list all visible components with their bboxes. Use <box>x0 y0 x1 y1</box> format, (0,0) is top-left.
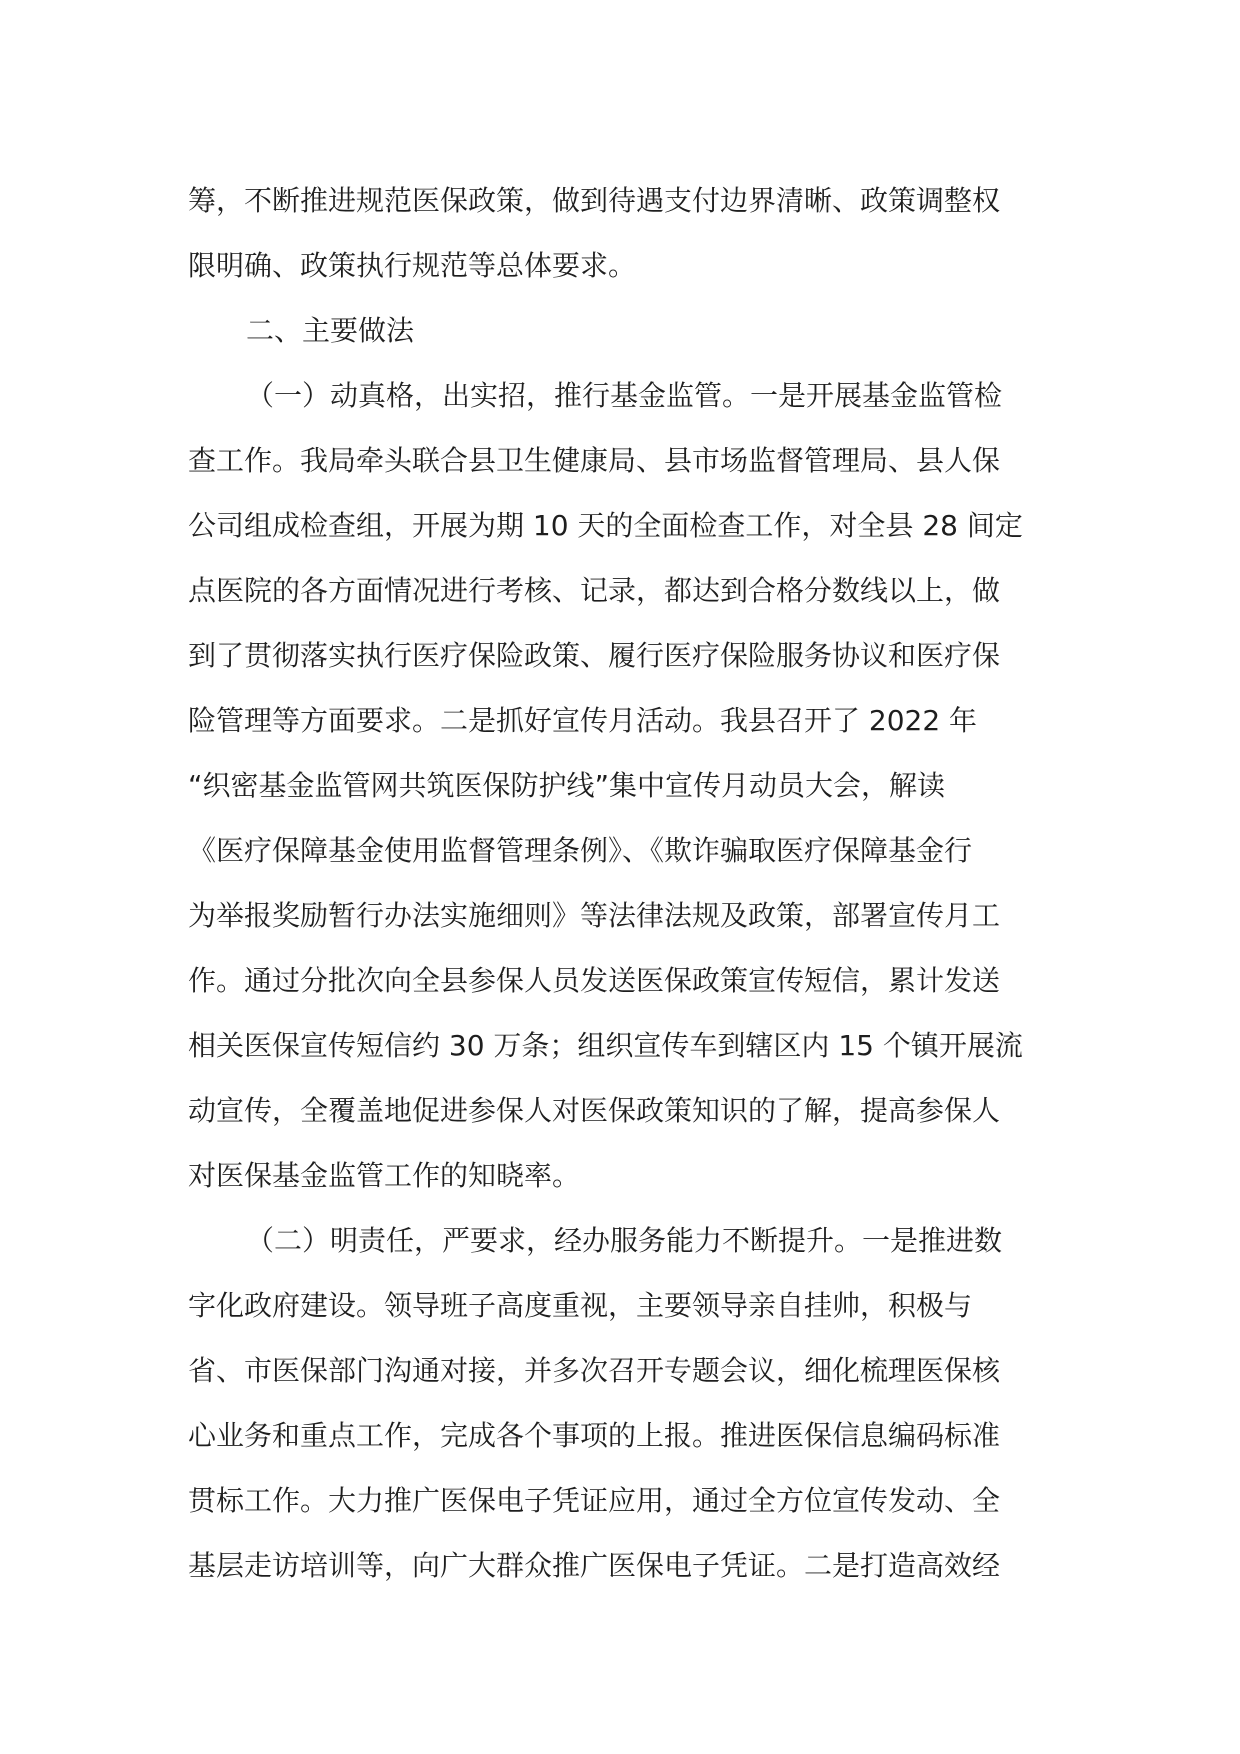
text-line: 《医疗保障基金使用监督管理条例》、《欺诈骗取医疗保障基金行 <box>188 834 973 867</box>
text-line: 贯标工作。大力推广医保电子凭证应用，通过全方位宣传发动、全 <box>188 1484 1001 1517</box>
text-line: 到了贯彻落实执行医疗保险政策、履行医疗保险服务协议和医疗保 <box>188 639 1001 672</box>
text-line: 对医保基金监管工作的知晓率。 <box>188 1159 581 1192</box>
text-line: 筹，不断推进规范医保政策，做到待遇支付边界清晰、政策调整权 <box>188 184 1001 217</box>
text-line: 心业务和重点工作，完成各个事项的上报。推进医保信息编码标准 <box>188 1419 1001 1452</box>
text-line: 二、主要做法 <box>246 314 415 347</box>
text-line: 动宣传，全覆盖地促进参保人对医保政策知识的了解，提高参保人 <box>188 1094 1001 1127</box>
text-line: 险管理等方面要求。二是抓好宣传月活动。我县召开了 2022 年 <box>188 704 978 737</box>
text-line: （二）明责任，严要求，经办服务能力不断提升。一是推进数 <box>246 1224 1003 1257</box>
text-line: 为举报奖励暂行办法实施细则》等法律法规及政策，部署宣传月工 <box>188 899 1001 932</box>
text-line: 字化政府建设。领导班子高度重视，主要领导亲自挂帅，积极与 <box>188 1289 973 1322</box>
text-line: 点医院的各方面情况进行考核、记录，都达到合格分数线以上，做 <box>188 574 1001 607</box>
text-line: 限明确、政策执行规范等总体要求。 <box>188 249 637 282</box>
text-line: 相关医保宣传短信约 30 万条；组织宣传车到辖区内 15 个镇开展流 <box>188 1029 1023 1062</box>
text-line: 基层走访培训等，向广大群众推广医保电子凭证。二是打造高效经 <box>188 1549 1001 1582</box>
text-line: 查工作。我局牵头联合县卫生健康局、县市场监督管理局、县人保 <box>188 444 1001 477</box>
text-line: 公司组成检查组，开展为期 10 天的全面检查工作，对全县 28 间定 <box>188 509 1023 542</box>
text-line: （一）动真格，出实招，推行基金监管。一是开展基金监管检 <box>246 379 1003 412</box>
document-body <box>188 168 1058 1598</box>
text-line: 省、市医保部门沟通对接，并多次召开专题会议，细化梳理医保核 <box>188 1354 1001 1387</box>
text-line: “织密基金监管网共筑医保防护线”集中宣传月动员大会，解读 <box>188 769 946 802</box>
text-line: 作。通过分批次向全县参保人员发送医保政策宣传短信，累计发送 <box>188 964 1001 997</box>
